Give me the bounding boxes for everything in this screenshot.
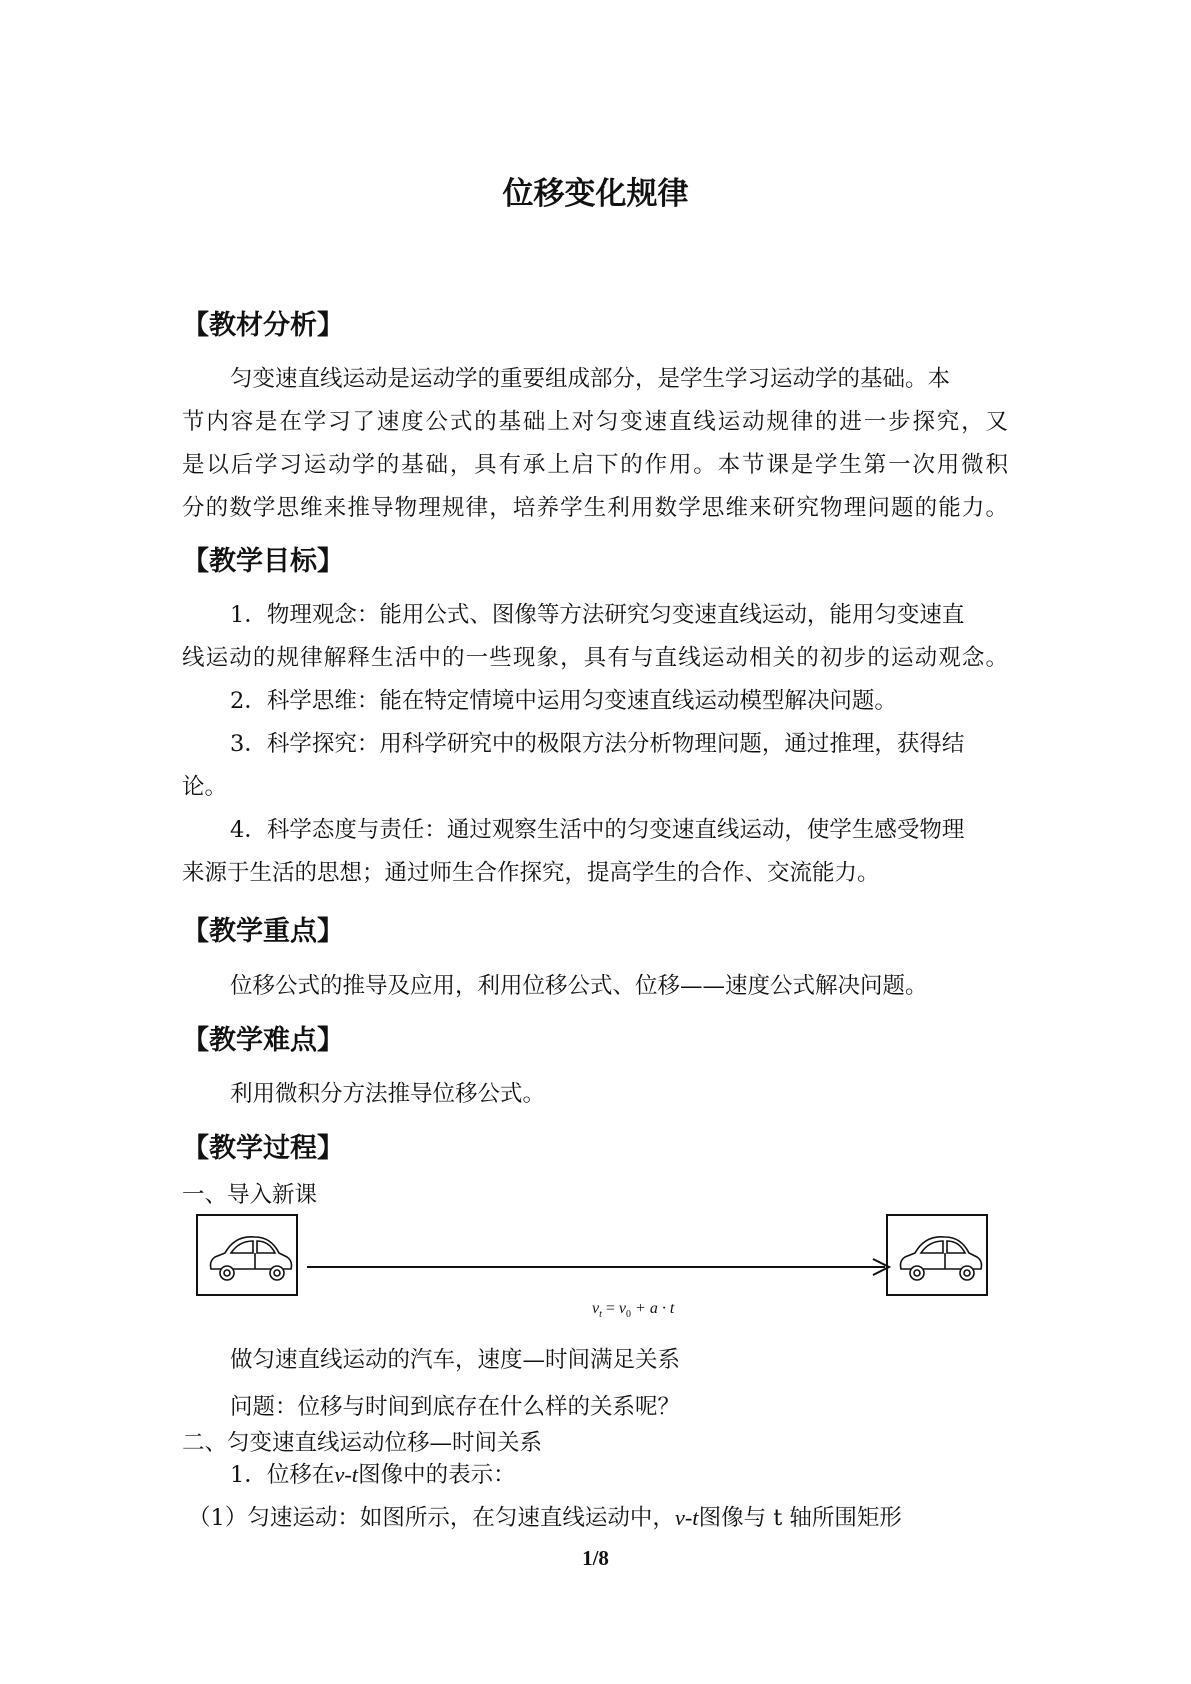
analysis-line-2: 节内容是在学习了速度公式的基础上对匀变速直线运动规律的进一步探究，又 <box>182 409 1008 435</box>
key-text: 位移公式的推导及应用，利用位移公式、位移——速度公式解决问题。 <box>230 973 928 999</box>
subsection-1a <box>188 1496 902 1540</box>
heading-analysis: 【教材分析】 <box>182 310 344 341</box>
subsection-1 <box>230 1453 516 1497</box>
goal-1-line-1: 1．物理观念：能用公式、图像等方法研究匀变速直线运动，能用匀变速直 <box>230 602 965 628</box>
analysis-line-1: 匀变速直线运动是运动学的重要组成部分，是学生学习运动学的基础。本 <box>230 366 951 392</box>
page-title: 位移变化规律 <box>502 176 689 212</box>
process-part-2: 二、匀变速直线运动位移—时间关系 <box>182 1430 543 1456</box>
difficult-text: 利用微积分方法推导位移公式。 <box>230 1081 546 1107</box>
heading-key: 【教学重点】 <box>182 916 344 947</box>
page-number: 1/8 <box>582 1546 609 1570</box>
formula-rhs-var: v <box>618 1300 627 1317</box>
question-text: 问题：位移与时间到底存在什么样的关系呢？ <box>230 1394 681 1420</box>
formula-eq: = <box>601 1300 619 1317</box>
goal-3-line-1: 3．科学探究：用科学研究中的极限方法分析物理问题，通过推理，获得结 <box>230 731 965 757</box>
subsection-1a-pre: （1）匀速运动：如图所示，在匀速直线运动中， <box>188 1505 675 1531</box>
heading-process: 【教学过程】 <box>182 1133 344 1164</box>
goal-3-line-2: 论。 <box>182 774 228 800</box>
car-end-icon <box>901 1237 982 1280</box>
formula-rhs-sub: 0 <box>626 1309 632 1321</box>
heading-difficult: 【教学难点】 <box>182 1025 344 1056</box>
subsection-1-post: 图像中的表示： <box>358 1462 516 1488</box>
analysis-line-3: 是以后学习运动学的基础，具有承上启下的作用。本节课是学生第一次用微积 <box>182 452 1008 478</box>
analysis-line-4: 分的数学思维来推导物理规律，培养学生利用数学思维来研究物理问题的能力。 <box>182 495 1008 521</box>
subsection-1a-post: 图像与 t 轴所围矩形 <box>698 1505 902 1531</box>
velocity-formula <box>592 1300 674 1320</box>
formula-rest: + a · t <box>631 1300 675 1317</box>
formula-lhs-sub: t <box>599 1309 602 1321</box>
goal-2: 2．科学思维：能在特定情境中运用匀变速直线运动模型解决问题。 <box>230 688 897 714</box>
goal-1-line-2: 线运动的规律解释生活中的一些现象，具有与直线运动相关的初步的运动观念。 <box>182 645 1008 671</box>
car-motion-diagram <box>195 1213 1015 1303</box>
goal-4-line-1: 4．科学态度与责任：通过观察生活中的匀变速直线运动，使学生感受物理 <box>230 817 965 843</box>
car-start-icon <box>211 1237 292 1280</box>
intro-text: 做匀速直线运动的汽车，速度—时间满足关系 <box>230 1347 681 1373</box>
subsection-1-pre: 1．位移在 <box>230 1462 335 1488</box>
vt-label-2: v-t <box>674 1505 699 1530</box>
vt-label: v-t <box>334 1462 359 1487</box>
heading-goals: 【教学目标】 <box>182 546 344 577</box>
goal-4-line-2: 来源于生活的思想；通过师生合作探究，提高学生的合作、交流能力。 <box>182 860 880 886</box>
process-part-1: 一、导入新课 <box>182 1182 318 1208</box>
formula-lhs-var: v <box>592 1300 600 1317</box>
